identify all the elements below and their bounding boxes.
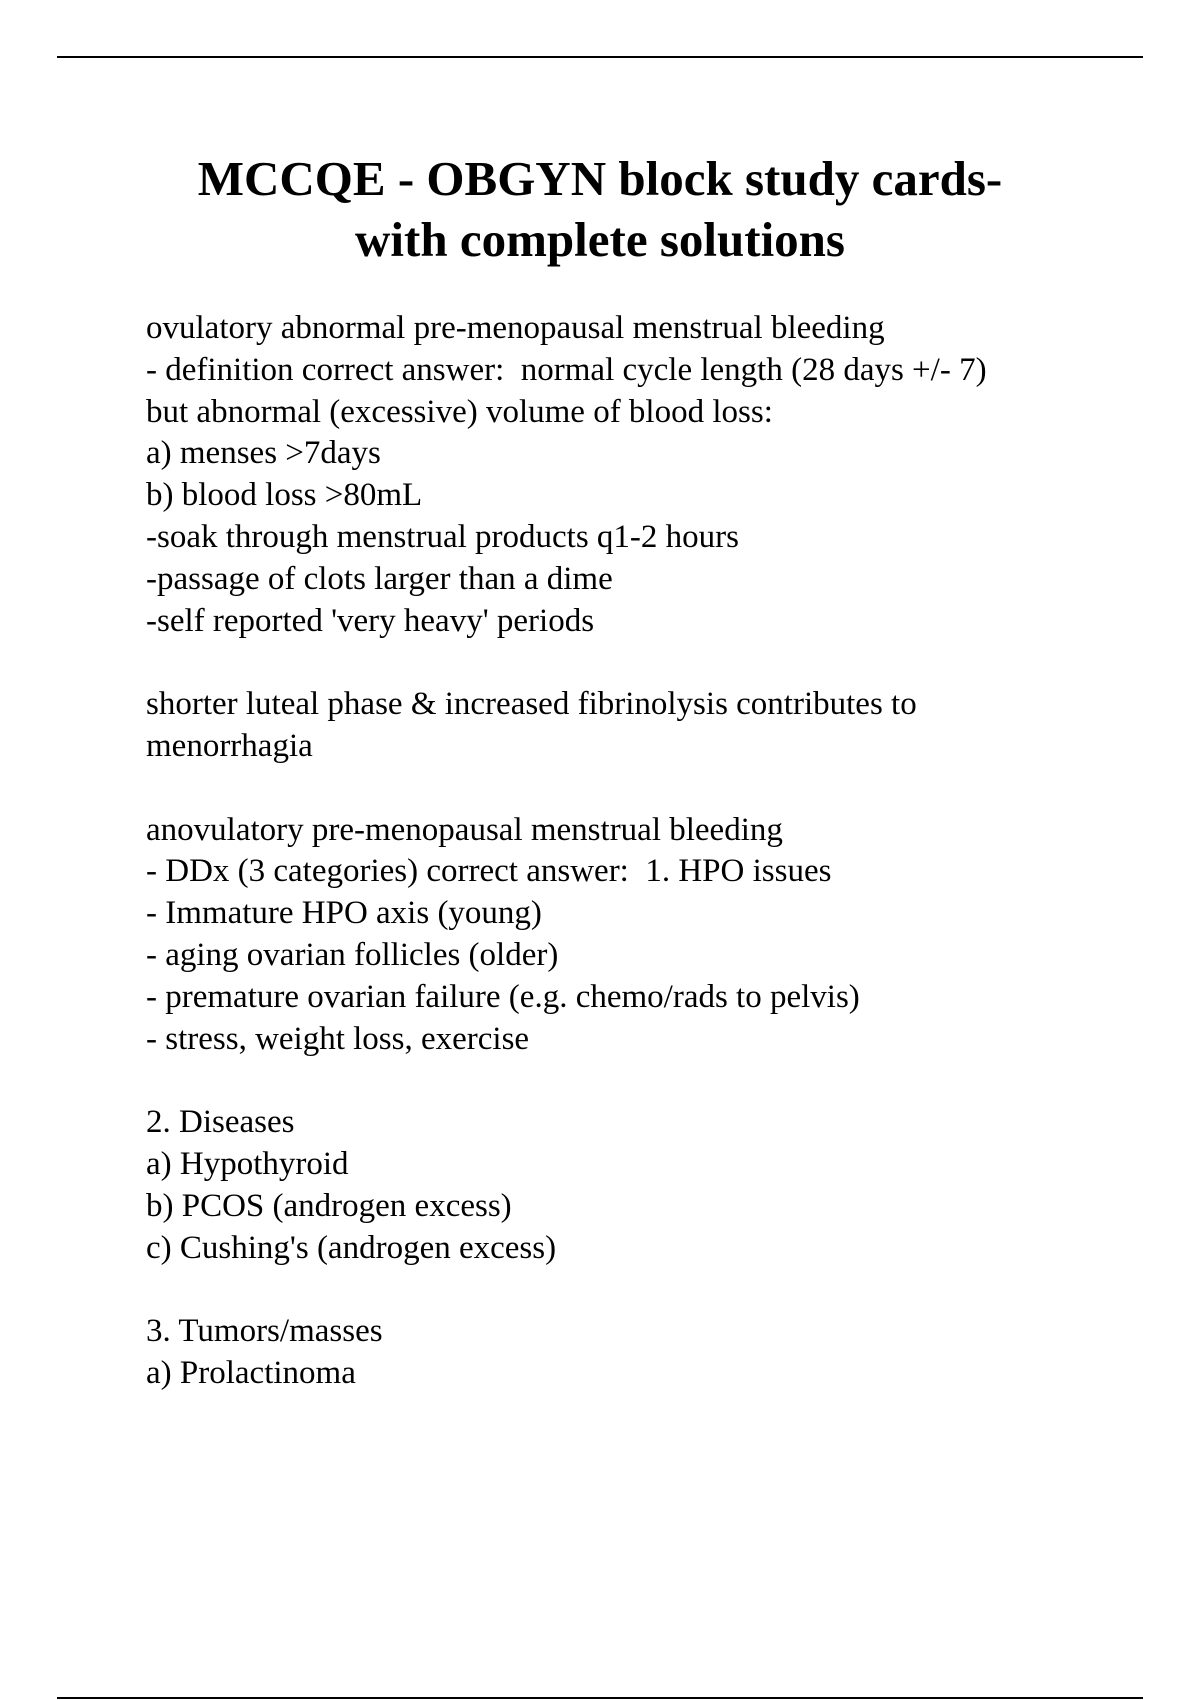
text-line: 2. Diseases xyxy=(146,1104,295,1141)
document-title xyxy=(130,148,1070,270)
title-line-2: with complete solutions xyxy=(355,212,845,267)
text-line: anovulatory pre-menopausal menstrual bleeding xyxy=(146,811,783,848)
top-rule xyxy=(57,56,1143,58)
text-line: a) menses >7days xyxy=(146,435,381,472)
text-line: -self reported 'very heavy' periods xyxy=(146,602,595,639)
text-line: c) Cushing's (androgen excess) xyxy=(146,1229,557,1266)
text-line: - premature ovarian failure (e.g. chemo/rads to pelvis) xyxy=(146,978,860,1015)
paragraph-gap xyxy=(146,768,1156,810)
text-line: -soak through menstrual products q1-2 hours xyxy=(146,518,739,555)
text-line: b) blood loss >80mL xyxy=(146,477,423,514)
paragraph-diseases xyxy=(146,1102,1156,1269)
text-line: 3. Tumors/masses xyxy=(146,1313,383,1350)
text-line: but abnormal (excessive) volume of blood loss: xyxy=(146,393,773,430)
text-line: -passage of clots larger than a dime xyxy=(146,560,613,597)
text-line: - definition correct answer: normal cycle length (28 days +/- 7) xyxy=(146,351,987,388)
text-line: a) Hypothyroid xyxy=(146,1145,349,1182)
text-line: b) PCOS (androgen excess) xyxy=(146,1187,512,1224)
bottom-rule xyxy=(57,1697,1143,1699)
text-line: - DDx (3 categories) correct answer: 1. HPO issues xyxy=(146,853,832,890)
paragraph-luteal-phase xyxy=(146,684,1156,768)
text-line: - Immature HPO axis (young) xyxy=(146,895,542,932)
paragraph-tumors xyxy=(146,1311,1156,1395)
paragraph-ovulatory-bleeding xyxy=(146,308,1156,642)
paragraph-gap xyxy=(146,642,1156,684)
text-line: - aging ovarian follicles (older) xyxy=(146,936,559,973)
document-body xyxy=(146,308,1156,1395)
text-line: a) Prolactinoma xyxy=(146,1354,356,1391)
text-line: ovulatory abnormal pre-menopausal menstrual bleeding xyxy=(146,310,885,346)
paragraph-gap xyxy=(146,1269,1156,1311)
paragraph-anovulatory-bleeding xyxy=(146,810,1156,1061)
text-line: shorter luteal phase & increased fibrinolysis contributes to xyxy=(146,686,917,723)
paragraph-gap xyxy=(146,1060,1156,1102)
text-line: - stress, weight loss, exercise xyxy=(146,1020,530,1057)
title-line-1: MCCQE - OBGYN block study cards- xyxy=(197,151,1003,206)
text-line: menorrhagia xyxy=(146,727,313,764)
